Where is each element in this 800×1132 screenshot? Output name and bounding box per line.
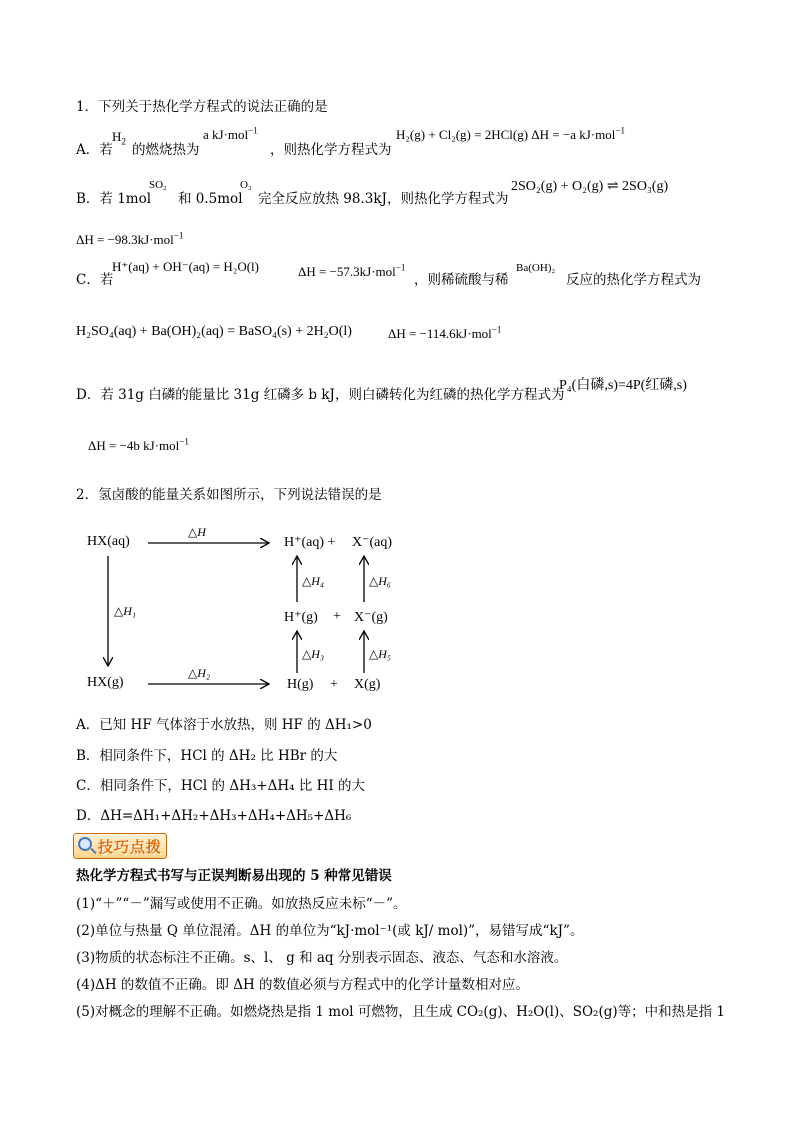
q1-option-c-equation: H₂SO₄(aq) + Ba(OH)₂(aq) = BaSO₄(s) + 2H₂O(l) [76, 324, 352, 339]
q1-option-a-prefix: A．若 [76, 142, 113, 158]
q2-stem: 2．氢卤酸的能量关系如图所示，下列说法错误的是 [76, 487, 382, 503]
q1-option-d-text: D．若 31g 白磷的能量比 31g 红磷多 b kJ，则白磷转化为红磷的热化学方程式为 [76, 387, 565, 403]
q1-option-b-dh: ΔH = −98.3kJ·mol$^{-1}$ [76, 230, 184, 247]
q1-option-c-ionic-eq: H⁺(aq) + OH⁻(aq) = H₂O(l) [112, 259, 259, 274]
q1-option-c-dh: ΔH = −57.3kJ·mol$^{-1}$ [298, 262, 406, 279]
q1-option-b-so2: SO₂ [149, 179, 167, 191]
label-dh1: △H₁ [114, 604, 137, 618]
species-hx-aq: HX(aq) [87, 534, 130, 549]
q2-option-d: D．ΔH=ΔH₁+ΔH₂+ΔH₃+ΔH₄+ΔH₅+ΔH₆ [76, 808, 352, 824]
q1-option-c-mid: ，则稀硫酸与稀 [414, 272, 509, 288]
q1-option-b-post: 完全反应放热 98.3kJ，则热化学方程式为 [258, 191, 509, 207]
q1-stem: 1．下列关于热化学方程式的说法正确的是 [76, 99, 328, 115]
label-dh: △H [188, 525, 206, 539]
q1-option-c-post: 反应的热化学方程式为 [566, 272, 701, 288]
q1-option-a-equation: H₂(g) + Cl₂(g) = 2HCl(g) ΔH = −a kJ·mol$^{-1}$ [396, 125, 626, 142]
q2-option-c: C．相同条件下，HCl 的 ΔH₃+ΔH₄ 比 HI 的大 [76, 778, 365, 794]
q1-option-c-dh2: ΔH = −114.6kJ·mol$^{-1}$ [388, 324, 502, 341]
magnifier-icon [78, 837, 92, 851]
tips-item: (5)对概念的理解不正确。如燃烧热是指 1 mol 可燃物，且生成 CO₂(g)、H₂O(l)、SO₂(g)等；中和热是指 1 [76, 1004, 725, 1020]
tips-title: 热化学方程式书写与正误判断易出现的 5 种常见错误 [76, 868, 392, 884]
q1-option-c-baoh2: Ba(OH)₂ [516, 262, 556, 274]
q2-option-a: A．已知 HF 气体溶于水放热，则 HF 的 ΔH₁>0 [76, 717, 372, 733]
species-x-g: X(g) [354, 677, 381, 692]
q1-option-a-h2: $H_2$ [112, 129, 126, 147]
q1-option-b-equation: 2SO₂(g) + O₂(g) ⇌ 2SO₃(g) [511, 179, 669, 194]
tips-item: (2)单位与热量 Q 单位混淆。ΔH 的单位为“kJ·mol⁻¹(或 kJ/ mol)”，易错写成“kJ”。 [76, 923, 584, 939]
q1-option-d-dh: ΔH = −4b kJ·mol$^{-1}$ [88, 436, 189, 453]
plus-sign: + [333, 609, 341, 624]
label-dh4: △H₄ [302, 574, 325, 588]
q1-option-b-and: 和 0.5mol [178, 191, 243, 207]
q1-option-d-equation: P₄(白磷,s)=4P(红磷,s) [559, 378, 687, 393]
q2-option-b: B．相同条件下，HCl 的 ΔH₂ 比 HBr 的大 [76, 748, 338, 764]
species-h-g-ion: H⁺(g) [284, 610, 318, 625]
species-hx-g: HX(g) [87, 675, 124, 690]
species-x-aq: X⁻(aq) [352, 535, 393, 550]
species-h-aq: H⁺(aq) + [284, 535, 336, 550]
label-dh3: △H₃ [302, 647, 325, 661]
tips-item: (3)物质的状态标注不正确。s、l、 g 和 aq 分别表示固态、液态、气态和水溶液。 [76, 950, 568, 966]
tips-item: (4)ΔH 的数值不正确。即 ΔH 的数值必须与方程式中的化学计量数相对应。 [76, 977, 530, 993]
label-dh2: △H₂ [188, 666, 211, 680]
q1-option-a-post: ，则热化学方程式为 [270, 142, 392, 158]
tips-badge-label: 技巧点拨 [98, 838, 163, 856]
label-dh5: △H₅ [369, 647, 392, 661]
tips-item: (1)“＋”“－”漏写或使用不正确。如放热反应未标“－”。 [76, 896, 407, 912]
plus-sign: + [330, 677, 338, 692]
q1-option-b-o2: O₂ [240, 179, 252, 191]
q1-option-a-mid: 的燃烧热为 [132, 142, 200, 158]
q1-option-c-prefix: C．若 [76, 272, 114, 288]
q1-option-b-prefix: B．若 1mol [76, 191, 152, 207]
label-dh6: △H₆ [369, 574, 392, 588]
species-h-g: H(g) [287, 677, 314, 692]
tips-badge [73, 833, 167, 859]
species-x-g-ion: X⁻(g) [354, 610, 388, 625]
q1-option-a-value: a kJ·mol$^{-1}$ [203, 125, 258, 142]
